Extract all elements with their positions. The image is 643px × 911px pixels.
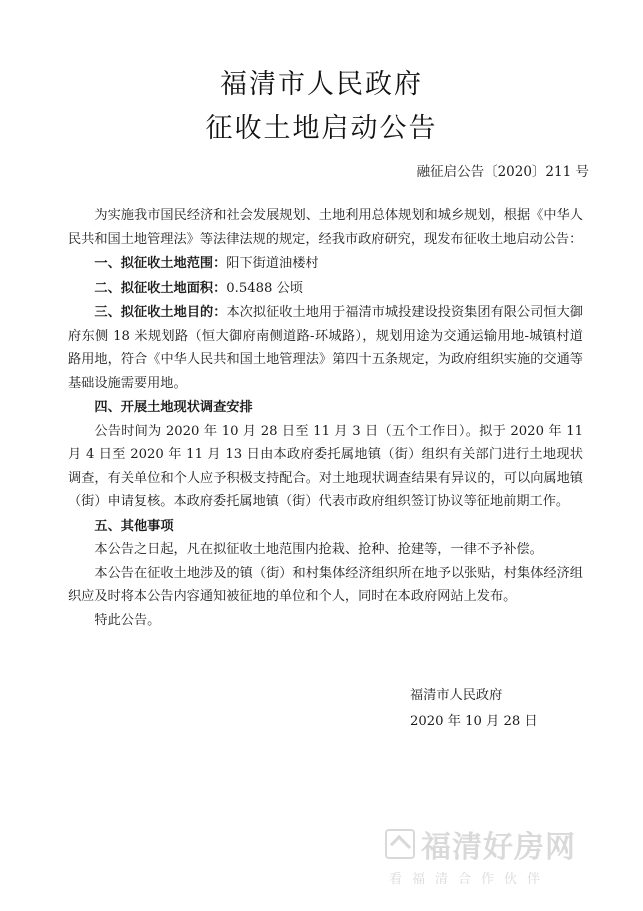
section-3-heading: 三、拟征收土地目的：	[94, 305, 227, 320]
section-4-heading	[68, 396, 583, 420]
closing-text: 特此公告。	[94, 612, 161, 628]
section-1-text: 阳下街道油楼村	[226, 256, 319, 271]
section-4-heading-text: 四、开展土地现状调查安排	[94, 400, 253, 415]
signature-organization: 福清市人民政府	[410, 688, 503, 703]
section-2-heading: 二、拟征收土地面积：	[94, 280, 227, 296]
document-number: 融征启公告〔2020〕211 号	[416, 164, 589, 180]
section-5-heading	[68, 515, 583, 539]
section-3	[68, 301, 583, 395]
watermark-title: 福清好房网	[421, 830, 576, 865]
house-logo-icon	[385, 829, 415, 859]
watermark	[385, 822, 603, 887]
watermark-subtitle: 看福清合作伙伴	[389, 872, 551, 887]
page-title-line1: 福清市人民政府	[220, 69, 423, 100]
page-title-line2: 征收土地启动公告	[205, 113, 438, 144]
section-5-paragraph-1: 本公告之日起，凡在拟征收土地范围内抢栽、抢种、抢建等，一律不予补偿。	[94, 542, 543, 557]
section-1-heading: 一、拟征收土地范围：	[94, 256, 227, 271]
section-5-paragraph-2: 本公告在征收土地涉及的镇（街）和村集体经济组织所在地予以张贴，村集体经济组织应及时将本公告内容通知被征地的单位和个人，同时在本政府网站上发布。	[68, 565, 583, 604]
section-5-heading-text: 五、其他事项	[94, 518, 174, 534]
section-3-text: 本次拟征收土地用于福清市城投建设投资集团有限公司恒大御府东侧 18 米规划路（恒大御府南侧道路-环城路），规划用途为交通运输用地-城镇村道路用地，符合《中华人民共和国土地管理法》第四十五条规定，为政府组织实施的交通等基础设施需要用地。	[68, 305, 583, 391]
section-1	[68, 252, 583, 276]
signature-date: 2020 年 10 月 28 日	[410, 714, 538, 729]
section-4-text: 公告时间为 2020 年 10 月 28 日至 11 月 3 日（五个工作日）。拟于 2020 年 11 月 4 日至 2020 年 11 月 13 日由本政府委托属地镇（街）组织有关部门进行土地现状调查，有关单位和个人应予积极支持配合。对土地现状调查结果有异议的，可以向属地镇（街）申请复核。本政府委托属地镇（街）代表市政府组织签订协议等征地前期工作。	[68, 423, 583, 509]
section-2	[68, 277, 583, 301]
section-2-text: 0.5488 公顷	[226, 280, 303, 296]
intro-paragraph: 为实施我市国民经济和社会发展规划、土地利用总体规划和城乡规划，根据《中华人民共和国土地管理法》等法律法规的规定，经我市政府研究，现发布征收土地启动公告：	[68, 208, 583, 247]
notice-body	[68, 204, 583, 632]
